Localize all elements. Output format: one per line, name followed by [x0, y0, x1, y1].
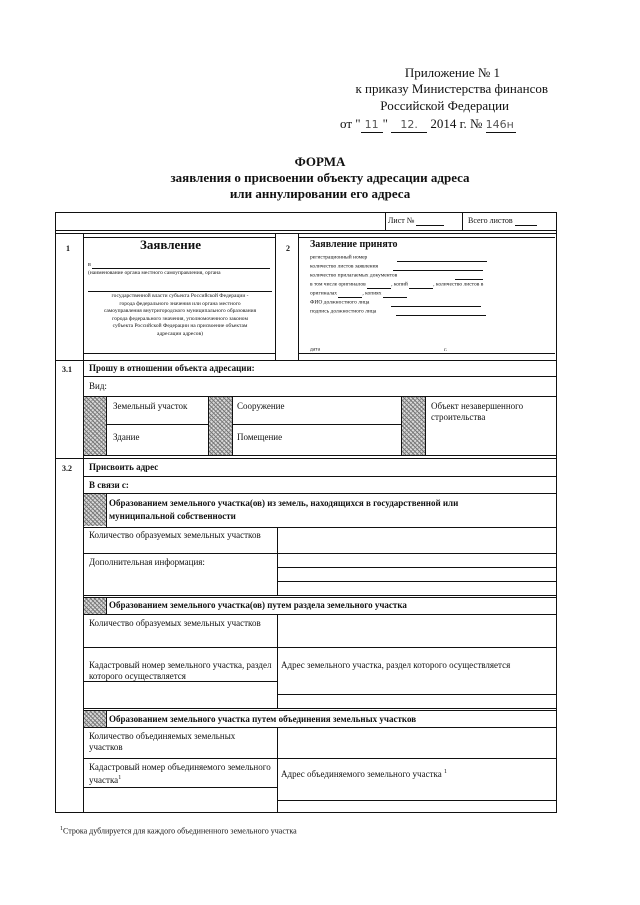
- house-option-label: Здание: [113, 432, 140, 442]
- appendix-ministry: Российской Федерации: [380, 98, 509, 113]
- section-2-number: 2: [286, 244, 290, 253]
- option-merge-label: Образованием земельного участка путем объединения земельных участков: [109, 714, 417, 724]
- option-division-label: Образованием земельного участка(ов) путем раздела земельного участка: [109, 600, 407, 610]
- accepted-date: дата г.: [310, 346, 448, 353]
- section-1-number: 1: [66, 244, 70, 253]
- extra-info-label: Дополнительная информация:: [89, 557, 205, 567]
- count-formed-label: Количество образуемых земельных участков: [89, 530, 261, 540]
- application-title: Заявление: [140, 237, 202, 252]
- count-formed2-label: Количество образуемых земельных участков: [89, 618, 261, 628]
- form-title: ФОРМА заявления о присвоении объекту адресации адреса или аннулировании его адреса: [170, 154, 470, 201]
- address-division-label: Адрес земельного участка, раздел которого осуществляется: [281, 660, 511, 670]
- appendix-date: от " 11 " 12. 2014 г. № 146н: [340, 116, 514, 131]
- building-option-label: Сооружение: [237, 401, 285, 411]
- land-checkbox[interactable]: [84, 397, 106, 455]
- count-merged-label: Количество объединяемых земельных участков: [89, 731, 236, 752]
- sheet-total: Всего листов: [468, 215, 537, 226]
- option-state-land-label: Образованием земельного участка(ов) из земель, находящихся в государственной или муниципальной собственности: [109, 498, 459, 521]
- accepted-fields: регистрационный номер количество листов заявления количество прилагаемых документов в том числе оригиналов , копий , количество листов в оригиналах , копиях ФИО должностного лица подпись должностного лица: [310, 253, 554, 316]
- room-option-label: Помещение: [237, 432, 283, 442]
- option-merge-checkbox[interactable]: [84, 710, 106, 727]
- request-title: Прошу в отношении объекта адресации:: [89, 363, 255, 373]
- authority-caption: (наименование органа местного самоуправления, органа: [88, 270, 221, 276]
- authority-to: в: [88, 262, 91, 268]
- cadastral-division-label: Кадастровый номер земельного участка, раздел которого осуществляется: [89, 660, 272, 681]
- option-state-land-checkbox[interactable]: [84, 494, 106, 526]
- section-31-number: 3.1: [62, 365, 72, 374]
- due-to-label: В связи с:: [89, 480, 129, 490]
- land-option-label: Земельный участок: [113, 401, 188, 411]
- sheet-number: Лист №: [388, 215, 444, 226]
- section-32-number: 3.2: [62, 464, 72, 473]
- option-division-checkbox[interactable]: [84, 597, 106, 614]
- appendix-title: Приложение № 1: [404, 65, 500, 80]
- cadastral-merged-label: Кадастровый номер объединяемого земельного участка$^1$: [89, 762, 271, 785]
- object-kind-label: Вид:: [89, 381, 107, 391]
- footnote: $^1$Строка дублируется для каждого объединенного земельного участка: [60, 826, 297, 836]
- address-merged-label: Адрес объединяемого земельного участка $^1$: [281, 769, 447, 779]
- unfinished-checkbox[interactable]: [401, 397, 425, 455]
- appendix-order: к приказу Министерства финансов: [355, 81, 548, 96]
- assign-address-title: Присвоить адрес: [89, 462, 159, 472]
- building-checkbox[interactable]: [208, 397, 232, 455]
- unfinished-option-label: Объект незавершенного строительства: [431, 401, 524, 422]
- authority-description: государственной власти субъекта Российской Федерации - города федерального значения или органа местного самоуправления внутригородского муниципального образования города федерального значения, уполномоченного законом субъекта Российской Федерации на присвоение объектам адресации адресов): [103, 293, 257, 337]
- accepted-title: Заявление принято: [310, 239, 398, 250]
